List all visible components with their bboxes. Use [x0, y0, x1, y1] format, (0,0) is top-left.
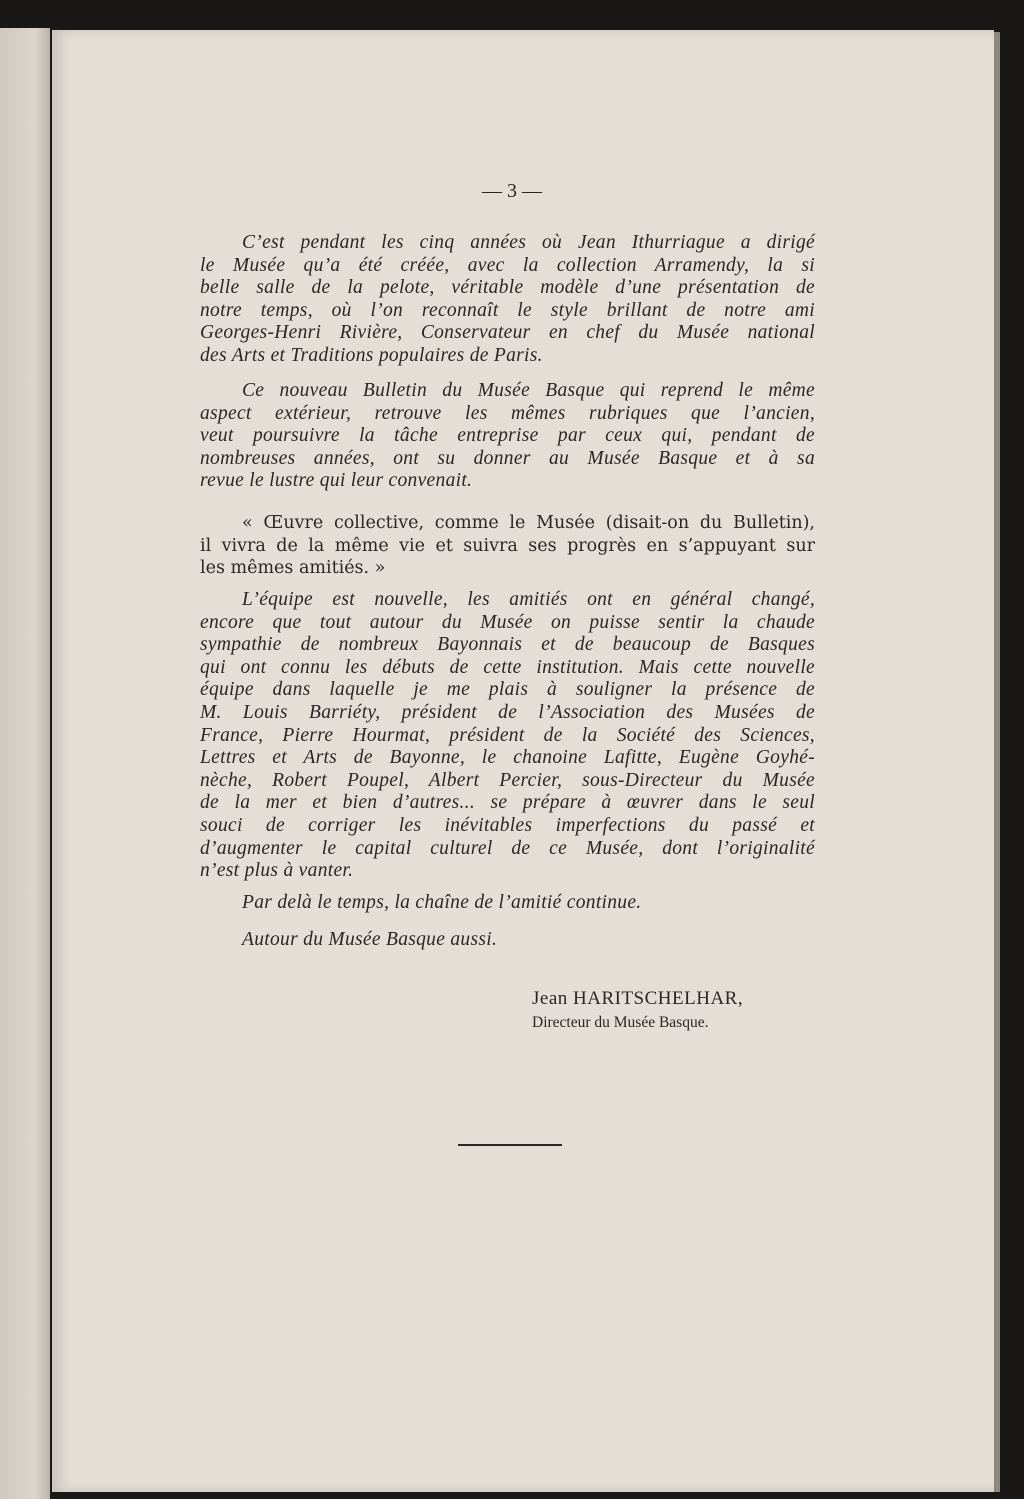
left-page-edge: [0, 28, 50, 1499]
text-line: il vivra de la même vie et suivra ses progrès en s’appuyant sur: [200, 535, 815, 556]
text-line: belle salle de la pelote, véritable modèle d’une présentation de: [200, 277, 815, 299]
page-number: — 3 —: [482, 180, 542, 202]
text-line: encore que tout autour du Musée on puisse sentir la chaude: [200, 611, 815, 633]
text-line: qui ont connu les débuts de cette institution. Mais cette nouvelle: [200, 656, 815, 678]
closing-rule: [458, 1144, 562, 1146]
paragraph: [200, 589, 815, 883]
signature-title: Directeur du Musée Basque.: [532, 1014, 709, 1031]
paragraph: [200, 929, 815, 952]
text-line: revue le lustre qui leur convenait.: [200, 470, 473, 492]
paragraph: [200, 892, 815, 915]
text-line: n’est plus à vanter.: [200, 860, 354, 882]
text-line: souci de corriger les inévitables imperfections du passé et: [200, 814, 815, 836]
text-line: sympathie de nombreux Bayonnais et de beaucoup de Basques: [200, 634, 815, 656]
text-line: « Œuvre collective, comme le Musée (disait-on du Bulletin),: [242, 513, 815, 533]
page-edge: [994, 32, 1000, 1492]
text-line: nèche, Robert Poupel, Albert Percier, sous-Directeur du Musée: [200, 769, 815, 791]
text-line: nombreuses années, ont su donner au Musée Basque et à sa: [200, 447, 815, 469]
text-line: Lettres et Arts de Bayonne, le chanoine Lafitte, Eugène Goyhé-: [200, 747, 815, 769]
text-line: France, Pierre Hourmat, président de la Société des Sciences,: [200, 724, 815, 746]
text-line: L’équipe est nouvelle, les amitiés ont en général changé,: [242, 589, 815, 610]
text-line: aspect extérieur, retrouve les mêmes rubriques que l’ancien,: [200, 402, 815, 424]
text-line: les mêmes amitiés. »: [200, 558, 386, 579]
text-line: notre temps, où l’on reconnaît le style brillant de notre ami: [200, 299, 815, 321]
paragraph: [200, 512, 815, 580]
text-line: M. Louis Barriéty, président de l’Association des Musées de: [200, 701, 815, 723]
text-line: le Musée qu’a été créée, avec la collection Arramendy, la si: [200, 254, 815, 276]
paragraph: [200, 380, 815, 493]
signature-name: Jean HARITSCHELHAR,: [532, 988, 744, 1009]
text-line: Par delà le temps, la chaîne de l’amitié continue.: [242, 892, 642, 913]
text-line: veut poursuivre la tâche entreprise par ceux qui, pendant de: [200, 425, 815, 447]
text-line: équipe dans laquelle je me plais à souligner la présence de: [200, 679, 815, 701]
paragraph: [200, 232, 815, 368]
text-line: des Arts et Traditions populaires de Paris.: [200, 344, 543, 366]
text-line: C’est pendant les cinq années où Jean Ithurriague a dirigé: [242, 232, 815, 253]
text-line: de la mer et bien d’autres... se prépare à œuvrer dans le seul: [200, 792, 815, 814]
text-line: Georges-Henri Rivière, Conservateur en chef du Musée national: [200, 322, 815, 344]
text-line: Autour du Musée Basque aussi.: [242, 929, 498, 950]
text-line: Ce nouveau Bulletin du Musée Basque qui reprend le même: [242, 380, 815, 401]
text-line: d’augmenter le capital culturel de ce Musée, dont l’originalité: [200, 837, 815, 859]
signature: [532, 988, 743, 1032]
